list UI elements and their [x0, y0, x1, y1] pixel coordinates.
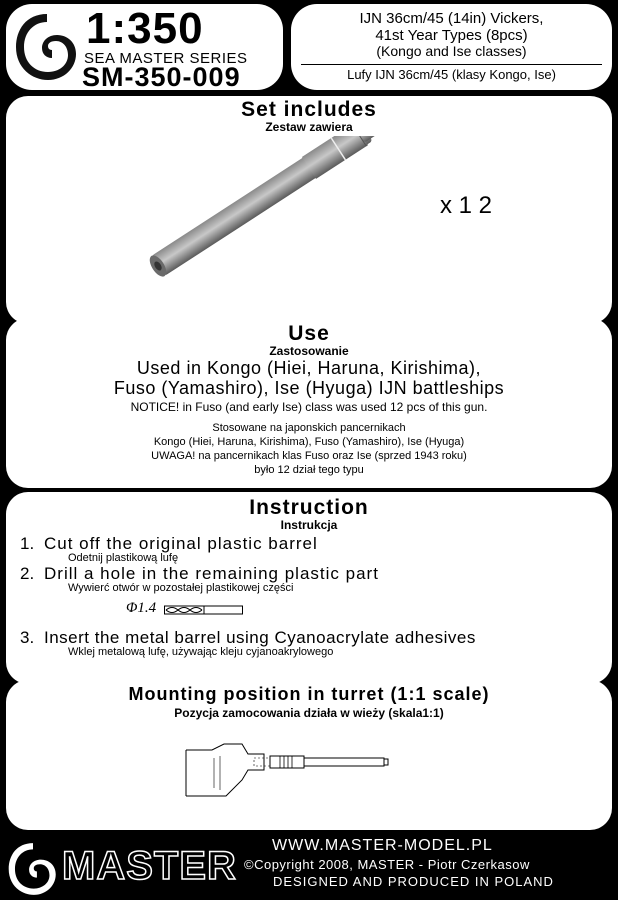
title-line-1: IJN 36cm/45 (14in) Vickers, [359, 10, 544, 27]
header-title-panel [291, 4, 612, 90]
use-line-1: Used in Kongo (Hiei, Haruna, Kirishima), [136, 358, 482, 378]
use-notice: NOTICE! in Fuso (and early Ise) class was used 12 pcs of this gun. [130, 400, 488, 414]
step-1-pl: Odetnij plastikową lufę [68, 552, 179, 564]
footer-designed: DESIGNED AND PRODUCED IN POLAND [273, 874, 554, 889]
use-panel [6, 318, 612, 488]
step-2-pl: Wywierć otwór w pozostałej plastikowej części [68, 582, 294, 594]
title-line-2: 41st Year Types (8pcs) [375, 27, 528, 44]
step-3-pl: Wklej metalową lufę, używając kleju cyjanoakrylowego [68, 646, 334, 658]
scale-label: 1:350 [86, 4, 204, 53]
product-code: SM-350-009 [82, 62, 241, 92]
instruction-subtitle: Instrukcja [280, 518, 338, 532]
use-title: Use [288, 322, 330, 345]
set-subtitle: Zestaw zawiera [265, 120, 353, 134]
master-logo-icon [12, 10, 82, 84]
title-polish: Lufy IJN 36cm/45 (klasy Kongo, Ise) [347, 67, 556, 82]
drill-size-label: Φ1.4 [126, 600, 157, 616]
mounting-title: Mounting position in turret (1:1 scale) [128, 684, 490, 704]
quantity-label: x 1 2 [440, 192, 493, 219]
use-pl-line-3: UWAGA! na pancernikach klas Fuso oraz Ise (sprzed 1943 roku) [151, 450, 467, 462]
step-1-number: 1. [20, 534, 35, 553]
footer-brand: MASTER [62, 844, 237, 888]
step-2-text: Drill a hole in the remaining plastic part [44, 564, 379, 583]
turret-diagram [184, 740, 444, 810]
footer-copyright: ©Copyright 2008, MASTER - Piotr Czerkasow [244, 857, 530, 872]
header-logo-panel [6, 4, 283, 90]
mounting-panel [6, 680, 612, 830]
footer-logo-icon [4, 840, 62, 898]
footer-url: WWW.MASTER-MODEL.PL [272, 837, 493, 854]
use-pl-line-2: Kongo (Hiei, Haruna, Kirishima), Fuso (Yamashiro), Ise (Hyuga) [153, 436, 465, 448]
set-includes-panel [6, 96, 612, 324]
use-pl-line-1: Stosowane na japonskich pancernikach [212, 422, 406, 434]
instruction-panel [6, 492, 612, 684]
series-label: SEA MASTER SERIES [84, 50, 248, 67]
title-line-3: (Kongo and Ise classes) [376, 43, 527, 59]
mounting-subtitle: Pozycja zamocowania działa w wieży (skala1:1) [174, 706, 444, 720]
use-pl-line-4: było 12 dział tego typu [254, 464, 364, 476]
step-3-number: 3. [20, 628, 35, 647]
set-title: Set includes [241, 98, 377, 121]
gun-barrel-image [136, 136, 446, 286]
drill-bit-icon [164, 604, 244, 616]
step-1-text: Cut off the original plastic barrel [44, 534, 318, 553]
use-line-2: Fuso (Yamashiro), Ise (Hyuga) IJN battleships [113, 378, 505, 398]
step-3-text: Insert the metal barrel using Cyanoacrylate adhesives [44, 628, 476, 647]
use-subtitle: Zastosowanie [269, 344, 349, 358]
header-divider [301, 64, 602, 65]
step-2-number: 2. [20, 564, 35, 583]
instruction-title: Instruction [249, 496, 369, 519]
